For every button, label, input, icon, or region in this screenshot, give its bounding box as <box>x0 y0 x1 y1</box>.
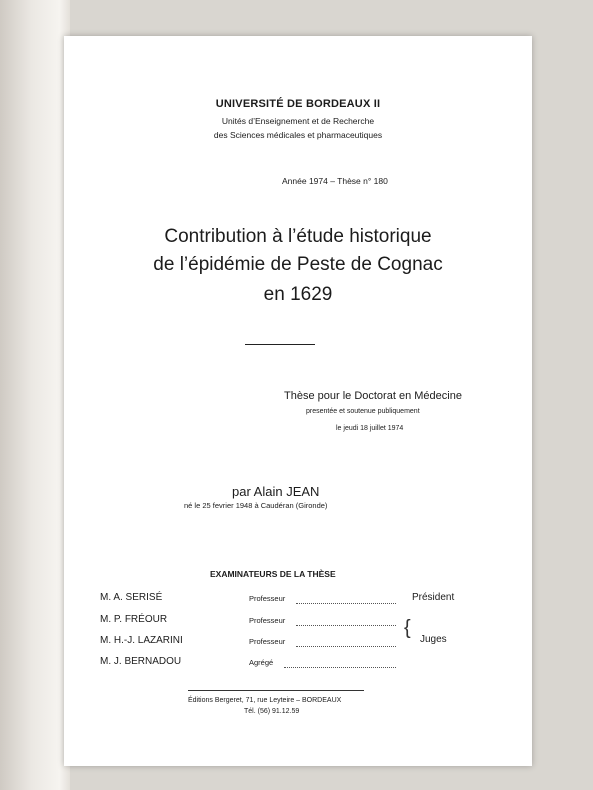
examiner-name: M. P. FRÉOUR <box>100 614 168 625</box>
thesis-presented: presentée et soutenue publiquement <box>306 408 420 415</box>
publisher-phone: Tél. (56) 91.12.59 <box>244 708 300 715</box>
university-name: UNIVERSITÉ DE BORDEAUX II <box>215 98 381 110</box>
examiner-name: M. J. BERNADOU <box>100 656 182 667</box>
publisher-divider <box>188 690 364 691</box>
year-thesis-number: Année 1974 – Thèse n° 180 <box>282 176 388 186</box>
thesis-type: Thèse pour le Doctorat en Médecine <box>284 390 462 402</box>
president-label: Président <box>412 592 455 603</box>
dotted-line <box>296 646 396 647</box>
author-birth: né le 25 fevrier 1948 à Caudéran (Gironde) <box>184 501 328 510</box>
thesis-date: le jeudi 18 juillet 1974 <box>336 425 404 432</box>
examiner-name: M. H.-J. LAZARINI <box>100 635 183 646</box>
examiners-heading: EXAMINATEURS DE LA THÈSE <box>210 569 336 579</box>
author-name: par Alain JEAN <box>232 484 320 499</box>
examiner-role: Professeur <box>249 594 286 603</box>
brace-mark: { <box>404 617 411 639</box>
dotted-line <box>296 625 396 626</box>
examiner-name: M. A. SERISÉ <box>100 592 163 603</box>
title-divider <box>245 344 315 345</box>
facing-page <box>0 0 70 790</box>
title-line-1: Contribution à l’étude historique <box>164 226 432 247</box>
title-line-2: de l’épidémie de Peste de Cognac <box>153 254 443 275</box>
publisher-address: Éditions Bergeret, 71, rue Leyteire – BORDEAUX <box>188 697 342 704</box>
examiner-role: Professeur <box>249 637 286 646</box>
unit-line-2: des Sciences médicales et pharmaceutiques <box>213 130 383 140</box>
title-line-3: en 1629 <box>263 284 333 305</box>
dotted-line <box>284 667 396 668</box>
examiner-role: Agrégé <box>249 658 274 667</box>
juges-label: Juges <box>420 634 447 645</box>
dotted-line <box>296 603 396 604</box>
title-page <box>64 36 532 766</box>
unit-line-1: Unités d’Enseignement et de Recherche <box>221 116 375 126</box>
examiner-role: Professeur <box>249 616 286 625</box>
